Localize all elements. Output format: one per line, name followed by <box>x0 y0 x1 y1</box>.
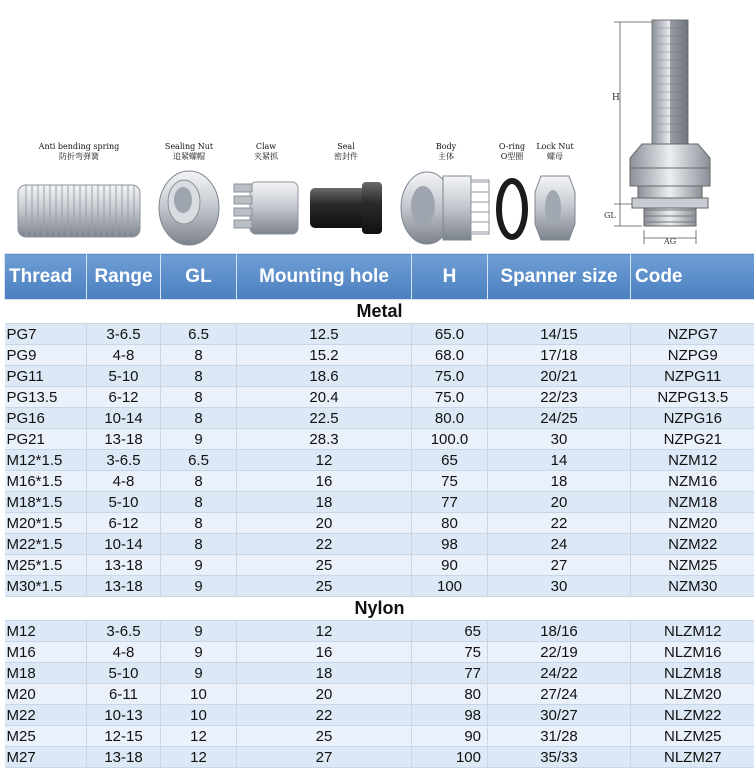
cell-gl: 8 <box>161 492 237 513</box>
cell-thread: M30*1.5 <box>5 576 87 597</box>
table-row <box>5 513 754 534</box>
cell-h: 75.0 <box>412 366 488 387</box>
cell-gl: 8 <box>161 345 237 366</box>
specification-table <box>4 253 754 768</box>
cell-code: NLZM25 <box>631 726 754 747</box>
cell-mounting-hole: 16 <box>237 642 412 663</box>
cell-mounting-hole: 16 <box>237 471 412 492</box>
cell-mounting-hole: 25 <box>237 726 412 747</box>
part-label-cn: O型圈 <box>500 152 524 161</box>
section-title: Nylon <box>5 597 754 621</box>
part-label-en: Sealing Nut <box>164 142 214 151</box>
cell-range: 10-14 <box>87 408 161 429</box>
cell-h: 65 <box>412 450 488 471</box>
cell-h: 98 <box>412 705 488 726</box>
cell-mounting-hole: 25 <box>237 555 412 576</box>
table-row <box>5 534 754 555</box>
cell-code: NZPG21 <box>631 429 754 450</box>
cell-h: 65 <box>412 621 488 642</box>
header-mounting-hole: Mounting hole <box>237 254 412 300</box>
cell-range: 3-6.5 <box>87 450 161 471</box>
cell-gl: 8 <box>161 408 237 429</box>
cell-h: 65.0 <box>412 324 488 345</box>
dimension-gl-label: GL <box>604 211 616 220</box>
table-row <box>5 345 754 366</box>
cell-range: 6-11 <box>87 684 161 705</box>
cell-thread: M20*1.5 <box>5 513 87 534</box>
part-label-cn: 防折弯弹簧 <box>59 152 99 161</box>
cell-code: NZM30 <box>631 576 754 597</box>
cell-gl: 12 <box>161 747 237 768</box>
exploded-view-illustration <box>0 0 754 255</box>
lock-nut-image <box>533 172 577 244</box>
cell-range: 4-8 <box>87 642 161 663</box>
cell-thread: M18*1.5 <box>5 492 87 513</box>
dimension-ag-label: AG <box>664 237 677 246</box>
cell-code: NZM25 <box>631 555 754 576</box>
cell-spanner-size: 20/21 <box>488 366 631 387</box>
cell-code: NZPG13.5 <box>631 387 754 408</box>
cell-mounting-hole: 18 <box>237 663 412 684</box>
cell-h: 80.0 <box>412 408 488 429</box>
cell-code: NZPG7 <box>631 324 754 345</box>
cell-range: 3-6.5 <box>87 621 161 642</box>
header-code: Code <box>631 254 754 300</box>
cell-thread: PG11 <box>5 366 87 387</box>
cell-thread: M12*1.5 <box>5 450 87 471</box>
cell-spanner-size: 24/22 <box>488 663 631 684</box>
cell-gl: 9 <box>161 642 237 663</box>
cell-code: NZPG16 <box>631 408 754 429</box>
cell-mounting-hole: 27 <box>237 747 412 768</box>
header-h: H <box>412 254 488 300</box>
table-header <box>5 254 754 300</box>
cell-range: 4-8 <box>87 471 161 492</box>
cell-code: NLZM16 <box>631 642 754 663</box>
table-row <box>5 726 754 747</box>
cell-spanner-size: 24/25 <box>488 408 631 429</box>
cell-code: NZM20 <box>631 513 754 534</box>
cell-range: 12-15 <box>87 726 161 747</box>
cell-spanner-size: 20 <box>488 492 631 513</box>
table-row <box>5 684 754 705</box>
cell-spanner-size: 30/27 <box>488 705 631 726</box>
table-row <box>5 555 754 576</box>
cell-gl: 12 <box>161 726 237 747</box>
o-ring-image <box>495 176 529 242</box>
cell-mounting-hole: 12 <box>237 621 412 642</box>
cell-code: NLZM20 <box>631 684 754 705</box>
cell-spanner-size: 35/33 <box>488 747 631 768</box>
body-image <box>399 168 493 248</box>
cell-gl: 8 <box>161 513 237 534</box>
cell-spanner-size: 27/24 <box>488 684 631 705</box>
cell-gl: 9 <box>161 576 237 597</box>
table-row <box>5 642 754 663</box>
part-label-en: Claw <box>255 142 277 151</box>
table-row <box>5 366 754 387</box>
table-row <box>5 492 754 513</box>
cell-gl: 9 <box>161 555 237 576</box>
cell-range: 13-18 <box>87 747 161 768</box>
cell-spanner-size: 18/16 <box>488 621 631 642</box>
cell-spanner-size: 17/18 <box>488 345 631 366</box>
part-label-cn: 螺母 <box>547 152 563 161</box>
sealing-nut-image <box>156 168 222 248</box>
section-row <box>5 597 754 621</box>
cell-spanner-size: 22/23 <box>488 387 631 408</box>
cell-mounting-hole: 25 <box>237 576 412 597</box>
cell-spanner-size: 14/15 <box>488 324 631 345</box>
table-body <box>5 300 754 768</box>
cell-thread: PG16 <box>5 408 87 429</box>
part-seal <box>306 142 386 236</box>
cell-spanner-size: 14 <box>488 450 631 471</box>
cell-h: 90 <box>412 726 488 747</box>
cell-spanner-size: 22 <box>488 513 631 534</box>
table-row <box>5 705 754 726</box>
cell-mounting-hole: 20 <box>237 684 412 705</box>
cell-range: 5-10 <box>87 492 161 513</box>
cell-mounting-hole: 22.5 <box>237 408 412 429</box>
part-body <box>398 142 494 248</box>
cell-range: 5-10 <box>87 366 161 387</box>
cell-mounting-hole: 18.6 <box>237 366 412 387</box>
cell-thread: PG21 <box>5 429 87 450</box>
part-spring <box>12 142 146 247</box>
cell-thread: M22*1.5 <box>5 534 87 555</box>
assembled-gland-drawing <box>602 18 752 246</box>
part-sealing-nut <box>152 142 226 248</box>
cell-range: 13-18 <box>87 555 161 576</box>
cell-thread: M25*1.5 <box>5 555 87 576</box>
cell-range: 6-12 <box>87 387 161 408</box>
cell-spanner-size: 22/19 <box>488 642 631 663</box>
table-row <box>5 450 754 471</box>
cell-thread: M18 <box>5 663 87 684</box>
cell-code: NZM18 <box>631 492 754 513</box>
part-claw <box>228 142 304 240</box>
header-gl: GL <box>161 254 237 300</box>
spring-image <box>14 175 144 247</box>
table-row <box>5 621 754 642</box>
cell-range: 3-6.5 <box>87 324 161 345</box>
part-label-cn: 夹紧抓 <box>254 152 278 161</box>
part-label-en: Body <box>435 142 457 151</box>
cell-mounting-hole: 12 <box>237 450 412 471</box>
cell-mounting-hole: 15.2 <box>237 345 412 366</box>
table-row <box>5 747 754 768</box>
cell-h: 77 <box>412 492 488 513</box>
cell-h: 75 <box>412 471 488 492</box>
claw-image <box>230 176 302 240</box>
cell-code: NZM22 <box>631 534 754 555</box>
cell-gl: 8 <box>161 387 237 408</box>
cell-range: 13-18 <box>87 429 161 450</box>
cell-h: 90 <box>412 555 488 576</box>
section-title: Metal <box>5 300 754 324</box>
cell-h: 100 <box>412 576 488 597</box>
cell-thread: M25 <box>5 726 87 747</box>
cell-range: 13-18 <box>87 576 161 597</box>
cell-thread: PG9 <box>5 345 87 366</box>
header-range: Range <box>87 254 161 300</box>
cell-gl: 6.5 <box>161 324 237 345</box>
seal-image <box>306 180 386 236</box>
cell-range: 4-8 <box>87 345 161 366</box>
table-row <box>5 408 754 429</box>
cell-gl: 8 <box>161 471 237 492</box>
cell-mounting-hole: 12.5 <box>237 324 412 345</box>
cell-h: 77 <box>412 663 488 684</box>
cell-mounting-hole: 22 <box>237 705 412 726</box>
cell-h: 68.0 <box>412 345 488 366</box>
cell-gl: 6.5 <box>161 450 237 471</box>
cell-spanner-size: 24 <box>488 534 631 555</box>
cell-mounting-hole: 22 <box>237 534 412 555</box>
cell-h: 98 <box>412 534 488 555</box>
cell-thread: M16*1.5 <box>5 471 87 492</box>
cell-h: 75.0 <box>412 387 488 408</box>
cell-gl: 9 <box>161 429 237 450</box>
cell-code: NZM16 <box>631 471 754 492</box>
part-lock-nut <box>532 142 578 244</box>
cell-mounting-hole: 18 <box>237 492 412 513</box>
cell-gl: 10 <box>161 684 237 705</box>
dimension-h-label: H <box>612 93 620 103</box>
cell-spanner-size: 30 <box>488 429 631 450</box>
header-spanner-size: Spanner size <box>488 254 631 300</box>
cell-thread: M20 <box>5 684 87 705</box>
table-row <box>5 387 754 408</box>
cell-thread: M27 <box>5 747 87 768</box>
table-row <box>5 663 754 684</box>
cell-h: 100 <box>412 747 488 768</box>
table-row <box>5 576 754 597</box>
cell-mounting-hole: 28.3 <box>237 429 412 450</box>
cell-gl: 10 <box>161 705 237 726</box>
cell-h: 80 <box>412 684 488 705</box>
part-label-cn: 追紧螺帽 <box>173 152 205 161</box>
cell-code: NLZM27 <box>631 747 754 768</box>
cell-spanner-size: 27 <box>488 555 631 576</box>
cell-range: 10-14 <box>87 534 161 555</box>
cell-range: 10-13 <box>87 705 161 726</box>
cell-spanner-size: 30 <box>488 576 631 597</box>
cell-code: NLZM18 <box>631 663 754 684</box>
cell-spanner-size: 31/28 <box>488 726 631 747</box>
part-o-ring <box>494 142 530 242</box>
table-row <box>5 471 754 492</box>
part-label-cn: 主体 <box>438 152 454 161</box>
cell-gl: 9 <box>161 663 237 684</box>
cell-code: NZM12 <box>631 450 754 471</box>
cell-mounting-hole: 20.4 <box>237 387 412 408</box>
table-row <box>5 324 754 345</box>
table-row <box>5 429 754 450</box>
part-label-cn: 密封件 <box>334 152 358 161</box>
cell-range: 5-10 <box>87 663 161 684</box>
cell-h: 100.0 <box>412 429 488 450</box>
cell-h: 75 <box>412 642 488 663</box>
cell-code: NZPG9 <box>631 345 754 366</box>
cell-gl: 8 <box>161 366 237 387</box>
part-label-en: Anti bending spring <box>38 142 120 151</box>
cell-gl: 8 <box>161 534 237 555</box>
part-label-en: Seal <box>337 142 355 151</box>
header-thread: Thread <box>5 254 87 300</box>
cell-thread: M22 <box>5 705 87 726</box>
section-row <box>5 300 754 324</box>
cell-thread: M12 <box>5 621 87 642</box>
part-label-en: Lock Nut <box>536 142 574 151</box>
cell-thread: PG13.5 <box>5 387 87 408</box>
cell-code: NZPG11 <box>631 366 754 387</box>
cell-thread: M16 <box>5 642 87 663</box>
cell-code: NLZM22 <box>631 705 754 726</box>
cell-gl: 9 <box>161 621 237 642</box>
cell-mounting-hole: 20 <box>237 513 412 534</box>
cell-h: 80 <box>412 513 488 534</box>
cell-range: 6-12 <box>87 513 161 534</box>
table-header-row <box>5 254 754 300</box>
cell-spanner-size: 18 <box>488 471 631 492</box>
cell-thread: PG7 <box>5 324 87 345</box>
part-label-en: O-ring <box>498 142 526 151</box>
cell-code: NLZM12 <box>631 621 754 642</box>
